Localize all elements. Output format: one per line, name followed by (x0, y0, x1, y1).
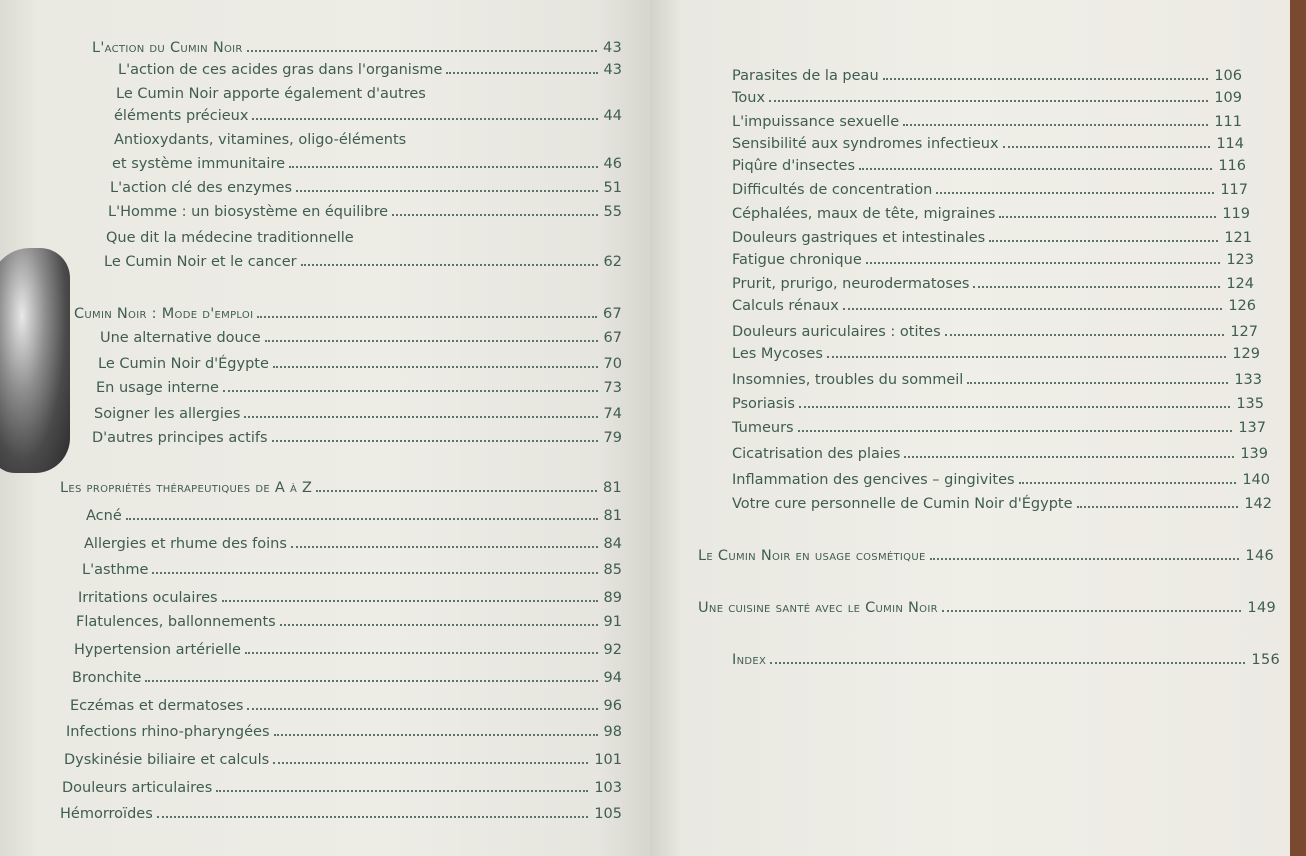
entry-title: Soigner les allergies (94, 406, 241, 422)
dot-leader (273, 762, 588, 764)
entry-title: D'autres principes actifs (92, 430, 268, 446)
entry-title: Votre cure personnelle de Cumin Noir d'Égypte (732, 496, 1073, 512)
entry-page: 43 (602, 40, 622, 56)
dot-leader (257, 316, 597, 318)
entry-title: Allergies et rhume des foins (84, 536, 287, 552)
toc-entry (100, 330, 622, 346)
entry-page: 116 (1218, 158, 1246, 174)
toc-entry (66, 724, 622, 740)
entry-title: Sensibilité aux syndromes infectieux (732, 136, 999, 152)
entry-title: Douleurs gastriques et intestinales (732, 230, 986, 246)
entry-page: 137 (1238, 420, 1266, 436)
toc-entry (74, 642, 622, 658)
entry-title: et système immunitaire (112, 156, 286, 172)
entry-title: Infections rhino-pharyngées (66, 724, 270, 740)
toc-entry (732, 276, 1254, 292)
entry-title: éléments précieux (114, 108, 249, 124)
entry-title: Une cuisine santé avec le Cumin Noir (698, 600, 938, 616)
entry-title: Flatulences, ballonnements (76, 614, 276, 630)
dot-leader (942, 610, 1242, 612)
dot-leader (222, 600, 598, 602)
toc-entry (732, 298, 1256, 314)
entry-title: Cicatrisation des plaies (732, 446, 901, 462)
toc-entry (732, 324, 1258, 340)
entry-title: Prurit, prurigo, neurodermatoses (732, 276, 970, 292)
dot-leader (973, 286, 1220, 288)
toc-line: Antioxydants, vitamines, oligo-éléments (114, 132, 407, 148)
toc-section (698, 548, 1274, 564)
dot-leader (316, 490, 597, 492)
toc-entry (64, 752, 622, 768)
toc-entry (62, 780, 622, 796)
dot-leader (245, 652, 598, 654)
toc-section (60, 480, 622, 496)
dot-leader (446, 72, 597, 74)
entry-title: Irritations oculaires (78, 590, 218, 606)
entry-title: L'action clé des enzymes (110, 180, 293, 196)
toc-entry (732, 446, 1268, 462)
toc-entry (84, 536, 622, 552)
toc-entry (732, 90, 1242, 106)
toc-entry (110, 180, 622, 196)
entry-title: L'impuissance sexuelle (732, 114, 900, 130)
dot-leader (999, 216, 1216, 218)
entry-page: 149 (1247, 600, 1276, 616)
dot-leader (883, 78, 1209, 80)
entry-page: 70 (603, 356, 622, 372)
entry-page: 114 (1216, 136, 1244, 152)
dot-leader (769, 100, 1208, 102)
toc-entry (732, 206, 1250, 222)
dot-leader (157, 816, 589, 818)
entry-title: En usage interne (96, 380, 219, 396)
dot-leader (252, 118, 597, 120)
dot-leader (827, 356, 1226, 358)
entry-page: 73 (603, 380, 622, 396)
entry-title: Les Mycoses (732, 346, 823, 362)
entry-title: Douleurs articulaires (62, 780, 213, 796)
entry-page: 139 (1240, 446, 1268, 462)
entry-title: Parasites de la peau (732, 68, 879, 84)
toc-entry (86, 508, 622, 524)
entry-title: Toux (732, 90, 766, 106)
dot-leader (798, 430, 1233, 432)
toc-entry (732, 252, 1254, 268)
entry-title: Eczémas et dermatoses (70, 698, 244, 714)
entry-page: 89 (603, 590, 622, 606)
toc-entry (96, 380, 622, 396)
dot-leader (244, 416, 597, 418)
entry-page: 94 (603, 670, 622, 686)
dot-leader (770, 662, 1245, 664)
dot-leader (866, 262, 1221, 264)
entry-title: Piqûre d'insectes (732, 158, 856, 174)
entry-page: 81 (603, 508, 622, 524)
dot-leader (152, 572, 597, 574)
entry-page: 109 (1214, 90, 1242, 106)
entry-page: 51 (603, 180, 622, 196)
toc-entry (60, 806, 622, 822)
entry-page: 74 (603, 406, 622, 422)
dot-leader (936, 192, 1214, 194)
toc-entry (98, 356, 622, 372)
entry-page: 101 (594, 752, 622, 768)
entry-page: 43 (603, 62, 622, 78)
toc-section (732, 652, 1280, 668)
entry-page: 91 (603, 614, 622, 630)
toc-entry (732, 496, 1272, 512)
entry-page: 96 (603, 698, 622, 714)
toc-entry (118, 62, 622, 78)
dot-leader (1019, 482, 1237, 484)
entry-title: Acné (86, 508, 122, 524)
entry-page: 111 (1214, 114, 1242, 130)
toc-line: Le Cumin Noir apporte également d'autres (116, 86, 426, 102)
dot-leader (930, 558, 1240, 560)
entry-page: 135 (1236, 396, 1264, 412)
toc-entry (114, 108, 622, 124)
toc-entry (76, 614, 622, 630)
toc-entry (104, 254, 622, 270)
entry-title: Les propriétés thérapeutiques de A à Z (60, 480, 313, 496)
toc-entry (732, 372, 1262, 388)
entry-page: 67 (603, 330, 622, 346)
dot-leader (799, 406, 1230, 408)
toc-entry (92, 40, 622, 56)
entry-page: 146 (1245, 548, 1274, 564)
entry-page: 156 (1251, 652, 1280, 668)
entry-title: Dyskinésie biliaire et calculs (64, 752, 270, 768)
entry-page: 46 (603, 156, 622, 172)
dot-leader (967, 382, 1228, 384)
dot-leader (145, 680, 597, 682)
toc-entry (72, 670, 622, 686)
entry-title: Index (732, 652, 767, 668)
entry-title: Le Cumin Noir en usage cosmétique (698, 548, 926, 564)
dot-leader (272, 440, 598, 442)
dot-leader (126, 518, 598, 520)
entry-title: Psoriasis (732, 396, 795, 412)
entry-page: 44 (603, 108, 622, 124)
dot-leader (903, 124, 1208, 126)
entry-page: 105 (594, 806, 622, 822)
toc-entry (732, 158, 1246, 174)
dot-leader (291, 546, 598, 548)
toc-entry (732, 346, 1260, 362)
dot-leader (247, 708, 597, 710)
dot-leader (1077, 506, 1239, 508)
toc-entry (78, 590, 622, 606)
dot-leader (945, 334, 1225, 336)
entry-page: 81 (602, 480, 622, 496)
toc-entry (732, 136, 1244, 152)
entry-title: Bronchite (72, 670, 142, 686)
entry-title: Difficultés de concentration (732, 182, 933, 198)
entry-title: Inflammation des gencives – gingivites (732, 472, 1015, 488)
entry-page: 140 (1242, 472, 1270, 488)
dot-leader (301, 264, 598, 266)
toc-entry (732, 472, 1270, 488)
entry-page: 126 (1228, 298, 1256, 314)
entry-page: 121 (1224, 230, 1252, 246)
toc-section (74, 306, 622, 322)
toc-entry (732, 114, 1242, 130)
entry-page: 79 (603, 430, 622, 446)
entry-page: 123 (1226, 252, 1254, 268)
entry-title: L'asthme (82, 562, 149, 578)
toc-entry (732, 68, 1242, 84)
dot-leader (265, 340, 598, 342)
dot-leader (273, 366, 598, 368)
toc-entry (112, 156, 622, 172)
entry-page: 119 (1222, 206, 1250, 222)
entry-title: Insomnies, troubles du sommeil (732, 372, 964, 388)
entry-title: Calculs rénaux (732, 298, 839, 314)
entry-page: 129 (1232, 346, 1260, 362)
entry-page: 55 (603, 204, 622, 220)
dot-leader (296, 190, 598, 192)
toc-entry (732, 230, 1252, 246)
toc-entry (82, 562, 622, 578)
toc-section (698, 600, 1276, 616)
entry-title: L'action de ces acides gras dans l'organisme (118, 62, 443, 78)
entry-title: Hémorroïdes (60, 806, 153, 822)
entry-title: Douleurs auriculaires : otites (732, 324, 941, 340)
toc-entry (732, 182, 1248, 198)
entry-title: Céphalées, maux de tête, migraines (732, 206, 996, 222)
toc-entry (732, 420, 1266, 436)
toc-entry (92, 430, 622, 446)
dot-leader (904, 456, 1234, 458)
toc-entry (94, 406, 622, 422)
entry-page: 142 (1244, 496, 1272, 512)
dot-leader (843, 308, 1223, 310)
entry-page: 85 (603, 562, 622, 578)
entry-title: Tumeurs (732, 420, 794, 436)
stone-object (0, 248, 70, 473)
entry-title: Le Cumin Noir d'Égypte (98, 356, 269, 372)
dot-leader (223, 390, 598, 392)
entry-title: L'Homme : un biosystème en équilibre (108, 204, 389, 220)
dot-leader (274, 734, 598, 736)
toc-entry (70, 698, 622, 714)
dot-leader (989, 240, 1218, 242)
dot-leader (216, 790, 588, 792)
toc-entry (108, 204, 622, 220)
dot-leader (289, 166, 598, 168)
entry-page: 62 (603, 254, 622, 270)
entry-page: 103 (594, 780, 622, 796)
entry-page: 67 (602, 306, 622, 322)
entry-page: 92 (603, 642, 622, 658)
entry-page: 98 (603, 724, 622, 740)
entry-page: 117 (1220, 182, 1248, 198)
entry-title: Le Cumin Noir et le cancer (104, 254, 297, 270)
dot-leader (392, 214, 598, 216)
entry-page: 127 (1230, 324, 1258, 340)
entry-title: Cumin Noir : Mode d'emploi (74, 306, 254, 322)
entry-page: 106 (1214, 68, 1242, 84)
entry-page: 133 (1234, 372, 1262, 388)
toc-line: Que dit la médecine traditionnelle (106, 230, 354, 246)
dot-leader (1003, 146, 1211, 148)
entry-title: Hypertension artérielle (74, 642, 241, 658)
entry-title: Fatigue chronique (732, 252, 862, 268)
dot-leader (859, 168, 1212, 170)
dot-leader (247, 50, 597, 52)
toc-entry (732, 396, 1264, 412)
entry-page: 124 (1226, 276, 1254, 292)
entry-title: Une alternative douce (100, 330, 261, 346)
entry-page: 84 (603, 536, 622, 552)
dot-leader (280, 624, 598, 626)
entry-title: L'action du Cumin Noir (92, 40, 243, 56)
